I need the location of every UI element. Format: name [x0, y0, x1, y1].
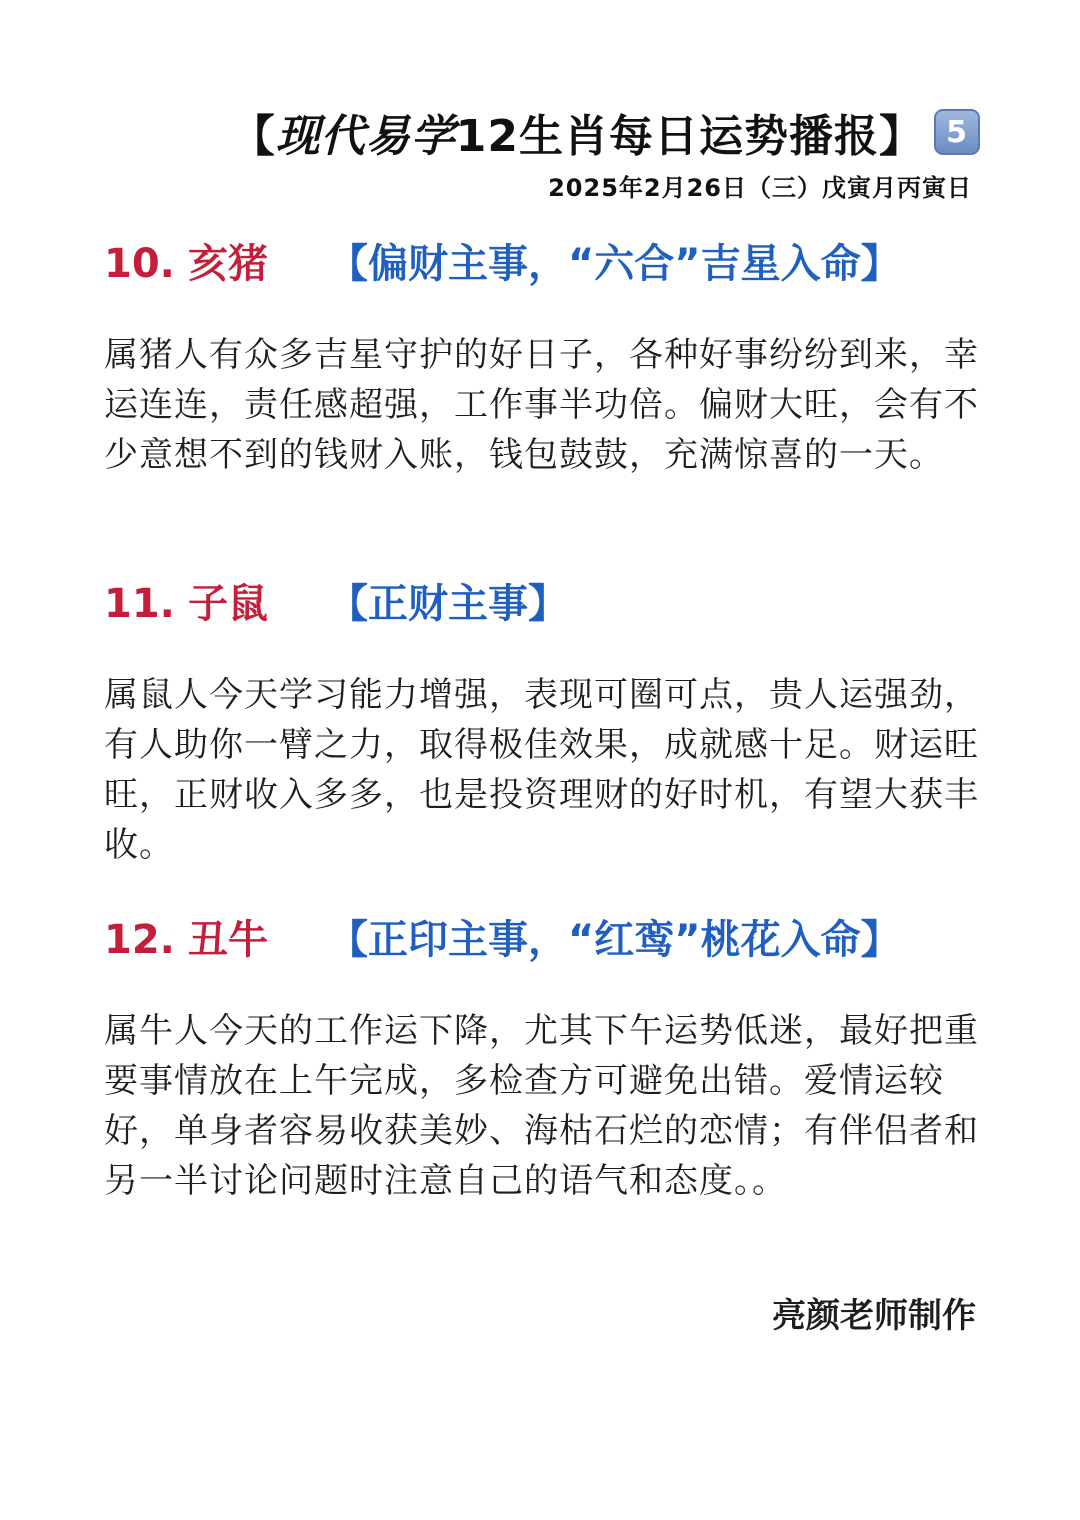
section-body: 属牛人今天的工作运下降，尤其下午运势低迷，最好把重要事情放在上午完成，多检查方可避免出错。爱情运较好，单身者容易收获美妙、海枯石烂的恋情；有伴侣者和另一半讨论问题时注意自己的语气和态度。。: [104, 1011, 979, 1201]
section-heading: [104, 908, 984, 963]
section-number: 10.: [104, 241, 175, 287]
section-rat: [104, 572, 984, 870]
number-badge-icon: 5: [934, 109, 980, 155]
section-animal: 丑牛: [188, 917, 268, 963]
title-brand: 现代易学: [275, 111, 456, 162]
section-theme: 【偏财主事，“六合”吉星入命】: [328, 241, 901, 287]
section-body: 属鼠人今天学习能力增强，表现可圈可点，贵人运强劲，有人助你一臂之力，取得极佳效果，成就感十足。财运旺旺，正财收入多多，也是投资理财的好时机，有望大获丰收。: [104, 675, 979, 865]
section-ox: [104, 908, 984, 1206]
section-theme: 【正财主事】: [328, 581, 568, 627]
section-heading: [104, 572, 984, 627]
section-body: 属猪人有众多吉星守护的好日子，各种好事纷纷到来，幸运连连，责任感超强，工作事半功倍。偏财大旺，会有不少意想不到的钱财入账，钱包鼓鼓，充满惊喜的一天。: [104, 335, 979, 475]
title-bracket: 【: [230, 111, 276, 162]
section-number: 11.: [104, 581, 175, 627]
section-heading: [104, 232, 984, 287]
section-animal: 亥猪: [188, 241, 268, 287]
author-credit: 亮颜老师制作: [772, 1296, 976, 1336]
page-title: [231, 100, 980, 164]
date-subtitle: 2025年2月26日（三）戊寅月丙寅日: [548, 174, 972, 202]
section-pig: [104, 232, 984, 480]
section-number: 12.: [104, 917, 175, 963]
title-text: 12生肖每日运势播报】: [455, 111, 924, 162]
section-theme: 【正印主事，“红鸾”桃花入命】: [328, 917, 901, 963]
section-animal: 子鼠: [188, 581, 268, 627]
